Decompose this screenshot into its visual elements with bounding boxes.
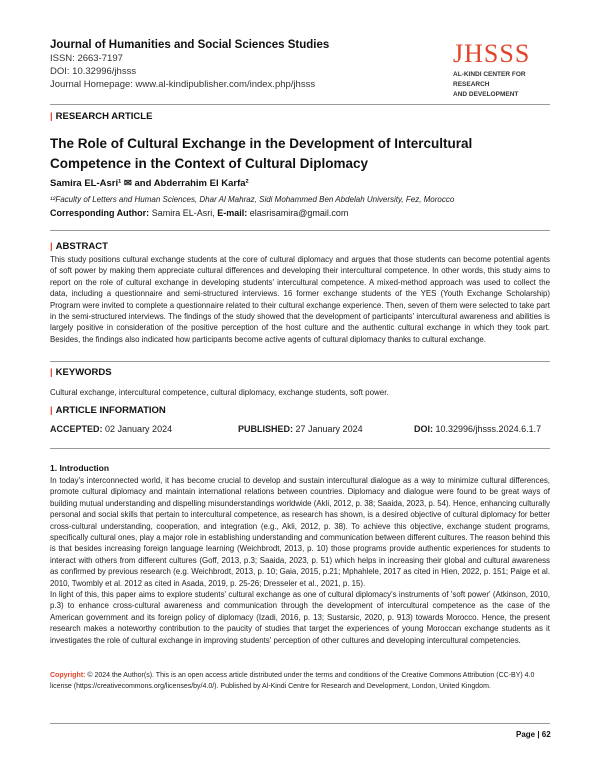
keywords-text: Cultural exchange, intercultural competence, cultural diplomacy, exchange students, soft power. (50, 388, 389, 397)
divider (50, 448, 550, 449)
copyright-notice (50, 671, 550, 692)
section-bar-icon: | (50, 405, 53, 416)
article-info-heading: | ARTICLE INFORMATION (50, 405, 166, 416)
divider (50, 723, 550, 724)
logo-subtitle-2: AND DEVELOPMENT (453, 91, 519, 98)
journal-issn: ISSN: 2663-7197 (50, 53, 123, 64)
affiliation: ¹²Faculty of Letters and Human Sciences, Dhar Al Mahraz, Sidi Mohammed Ben Abdelah University, Fez, Morocco (50, 195, 455, 204)
page-number: Page | 62 (516, 730, 551, 739)
corresponding-label: Corresponding Author (50, 208, 147, 218)
divider (50, 104, 550, 105)
section-bar-icon: | (50, 241, 53, 252)
divider (50, 361, 550, 362)
introduction-paragraph-1: In today's interconnected world, it has become crucial to develop and sustain intercultural dialogue as a way to minimize cultural differences, promote cultural diplomacy and maintain international relations between countries. Diplomacy and dialogue were found to be great ways of building mutual understanding and dispelling misunderstandings worldwide (Akli, 2012, p. 38; Saaida, 2023, p. 54). Hence, enhancing culturally personal and social skills that pertain to intercultural competence, as research has shown, is a desired objective of cultural diplomacy for better cross-cultural understanding, cooperation, and integration (e.g., Akli, 2012, p. 38). To achieve this objective, exchange student programs, specifically cultural ones, play a major role in establishing understanding and communication between different cultures. The reason behind this is that besides increasing foreign language learning (Weichbrodt, 2013, p. 10) those programs provide authentic experiences for students to interact with others from different cultures (Goff, 2013, p.3; Saaida, 2023, p. 51) which helps in increasing their global and cultural awareness as confirmed by previous research (e.g. Weichbrodt, 2013, p. 10; Gaia, 2015, p.21; Mphahlele, 2017 as cited in Hien, 2022, p. 151; Paige et al. 2010, Twombly et al. 2012 as cited in Asada, 2019, p. 25-26; Dresseler et al., 2021, p. 15). (50, 476, 550, 588)
abstract-text: This study positions cultural exchange students at the core of cultural diplomacy and argues that those students can become potential agents of soft power by making them appreciate cultural differences and developing their intercultural competence. In other words, this study aims to report on the role of cultural exchange in developing students' intercultural competence. A mixed-method approach was used to collect the data, including a questionnaire and semi-structured interviews. 16 former exchange students of the YES (Youth Exchange Scholarship) Program were invited to complete a questionnaire related to their cultural exchange experience. Then, seven of them were selected to take part in the semi-structured interviews. The findings of the study showed that the development of participants' intercultural awareness and abilities is largely positive in consideration of the positive perception of the host culture and the authentic cultural exchange in which they took part. Besides, the findings also indicated how participants become active agents of cultural diplomacy thanks to cultural exchange. (50, 255, 550, 344)
journal-doi: DOI: 10.32996/jhsss (50, 66, 137, 77)
logo-text: JHSSS (453, 39, 531, 68)
article-type: | RESEARCH ARTICLE (50, 111, 153, 122)
abstract-heading: | ABSTRACT (50, 241, 108, 252)
journal-name: Journal of Humanities and Social Sciences Studies (50, 39, 330, 51)
copyright-text: © 2024 the Author(s). This is an open access article distributed under the terms and conditions of the Creative Commons Attribution (CC-BY) 4.0 license (https://creativecommons.org/licenses/by/4.0/). Published by Al-Kindi Centre for Research and Development, London, United Kingdom. (50, 672, 535, 690)
divider (50, 230, 550, 231)
email-label: E-mail (217, 208, 245, 218)
introduction-heading: 1. Introduction (50, 463, 110, 473)
keywords-heading: | KEYWORDS (50, 367, 112, 378)
article-title: The Role of Cultural Exchange in the Development of Intercultural Competence in the Context of Cultural Diplomacy (50, 136, 473, 171)
introduction-paragraph-2: In light of this, this paper aims to explore students' cultural exchange as one of cultural diplomacy's instruments of 'soft power' (Atkinson, 2010, p.3) to enhance cross-cultural awareness and communication through the development of intercultural competence as the case of the American government and its foreign policy of diplomacy (Izadi, 2016, p. 13; Sustarsic, 2020, p. 913) towards Morocco. Hence, the present research makes a noteworthy contribution to the paucity of studies that target the experiences of young Moroccan exchange students as it investigates the role of cultural exchange in improving students' perception of other cultures and developing intercultural competencies. (50, 590, 550, 645)
section-bar-icon: | (50, 111, 53, 122)
journal-logo (453, 40, 553, 100)
accepted-date: ACCEPTED: 02 January 2024 (50, 424, 173, 434)
corresponding-name: Samira EL-Asri (151, 208, 213, 218)
corresponding-author: Corresponding Author: Samira EL-Asri, E-mail: elasrisamira@gmail.com (50, 208, 349, 218)
authors: Samira EL-Asri¹ ✉ and Abderrahim El Karfa² (50, 178, 249, 189)
copyright-label: Copyright: (50, 672, 86, 679)
journal-homepage[interactable]: Journal Homepage: www.al-kindipublisher.com/index.php/jhsss (50, 79, 316, 90)
section-bar-icon: | (50, 367, 53, 378)
corresponding-email[interactable]: elasrisamira@gmail.com (249, 208, 349, 218)
logo-subtitle-1: AL-KINDI CENTER FOR RESEARCH (453, 71, 526, 88)
article-doi[interactable]: DOI: 10.32996/jhsss.2024.6.1.7 (414, 424, 542, 434)
published-date: PUBLISHED: 27 January 2024 (238, 424, 363, 434)
